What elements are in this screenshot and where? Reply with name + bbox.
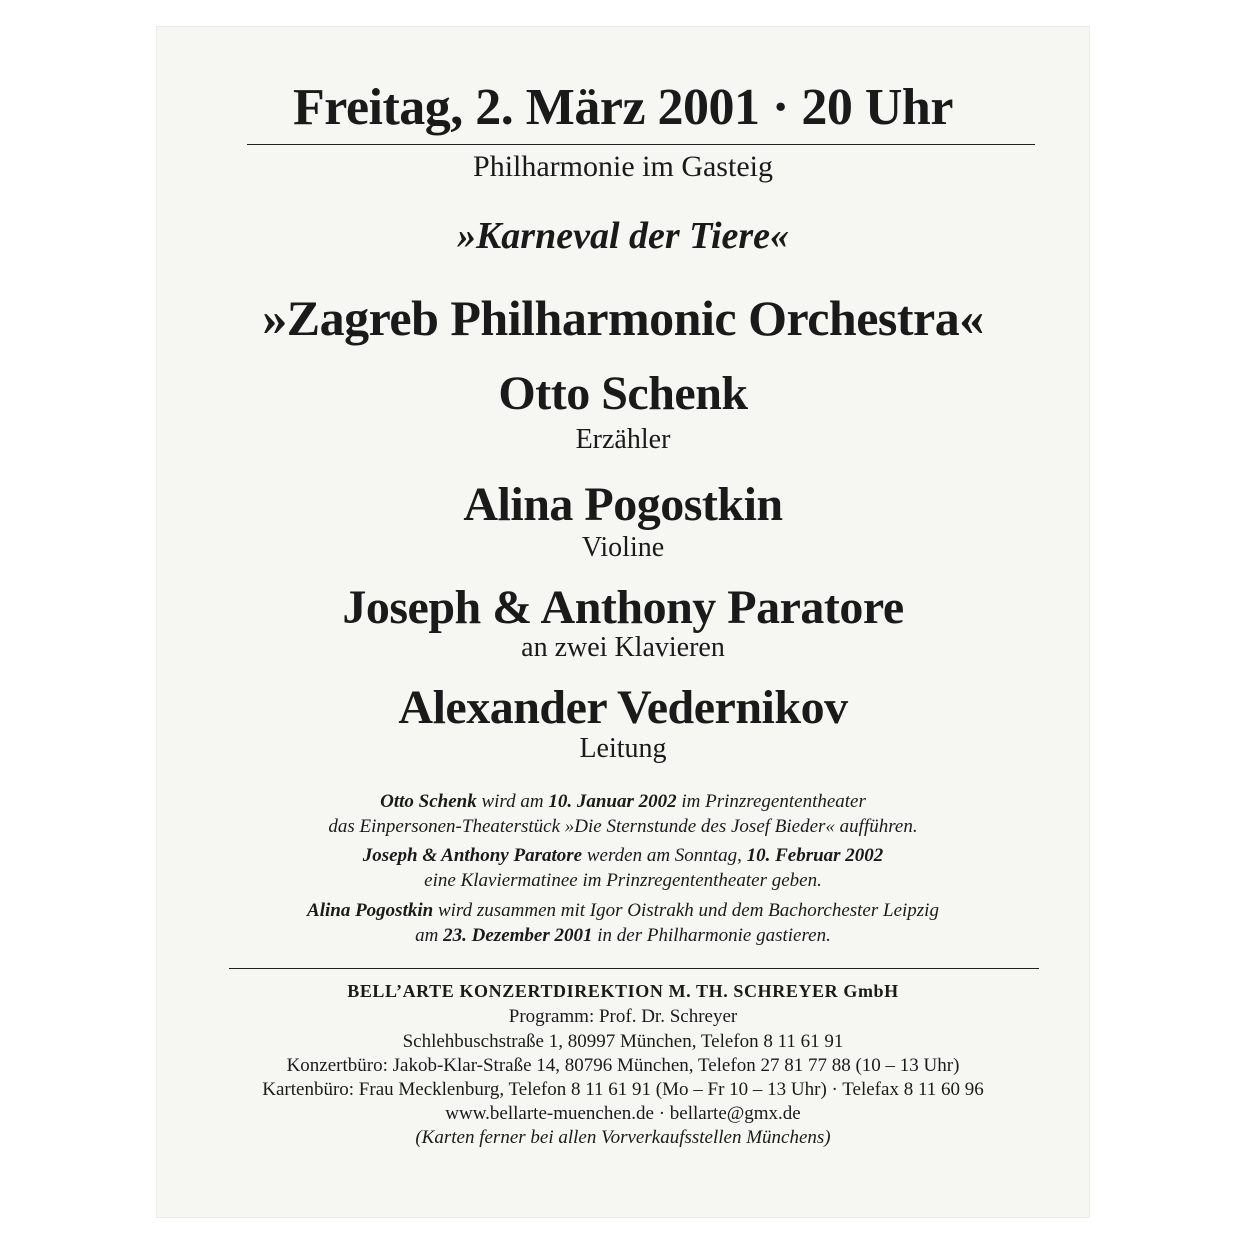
footer-divider (229, 968, 1039, 969)
note-line (156, 791, 1090, 813)
note-text: am (415, 925, 444, 946)
note-line (156, 900, 1090, 922)
performer-name: Otto Schenk (498, 367, 748, 420)
note-line: das Einpersonen-Theaterstück »Die Sternstunde des Josef Bieder« aufführen. (328, 816, 918, 837)
venue: Philharmonie im Gasteig (473, 150, 773, 183)
ticket-office: Kartenbüro: Frau Mecklenburg, Telefon 8 11 61 91 (Mo – Fr 10 – 13 Uhr) · Telefax 8 11 60 96 (262, 1079, 984, 1100)
note-text: im Prinzregententheater (676, 791, 866, 812)
concert-date: Freitag, 2. März 2001 · 20 Uhr (293, 79, 953, 136)
performer-role: an zwei Klavieren (521, 632, 725, 663)
program-title: »Karneval der Tiere« (456, 215, 790, 257)
organizer-address: Schlehbuschstraße 1, 80997 München, Telefon 8 11 61 91 (402, 1031, 844, 1052)
performer-role: Erzähler (575, 424, 671, 455)
note-text: wird zusammen mit Igor Oistrakh und dem Bachorchester Leipzig (433, 900, 939, 921)
organizer-name: BELL’ARTE KONZERTDIREKTION M. TH. SCHREYER GmbH (347, 981, 899, 1001)
program-credit: Programm: Prof. Dr. Schreyer (508, 1006, 738, 1027)
performer-name: Alina Pogostkin (463, 478, 783, 531)
note-performer: Joseph & Anthony Paratore (362, 845, 583, 866)
note-text: wird am (476, 791, 549, 812)
note-line (156, 925, 1090, 947)
note-line (156, 845, 1090, 867)
presale-note: (Karten ferner bei allen Vorverkaufsstellen Münchens) (415, 1127, 831, 1148)
note-performer: Otto Schenk (380, 791, 477, 812)
orchestra-name: »Zagreb Philharmonic Orchestra« (262, 290, 984, 346)
note-line: eine Klaviermatinee im Prinzregententheater geben. (424, 870, 822, 891)
note-text: werden am Sonntag, (582, 845, 747, 866)
note-date: 23. Dezember 2001 (443, 925, 593, 946)
note-performer: Alina Pogostkin (307, 900, 434, 921)
performer-role: Violine (581, 532, 665, 563)
web-contact: www.bellarte-muenchen.de · bellarte@gmx.de (445, 1103, 801, 1124)
performer-name: Joseph & Anthony Paratore (342, 581, 904, 634)
header-divider (247, 144, 1035, 145)
note-date: 10. Januar 2002 (548, 791, 677, 812)
concert-office: Konzertbüro: Jakob-Klar-Straße 14, 80796 München, Telefon 27 81 77 88 (10 – 13 Uhr) (286, 1055, 960, 1076)
note-text: in der Philharmonie gastieren. (592, 925, 831, 946)
note-date: 10. Februar 2002 (746, 845, 884, 866)
program-page (156, 26, 1090, 1218)
performer-name: Alexander Vedernikov (398, 681, 848, 734)
performer-role: Leitung (579, 733, 667, 764)
